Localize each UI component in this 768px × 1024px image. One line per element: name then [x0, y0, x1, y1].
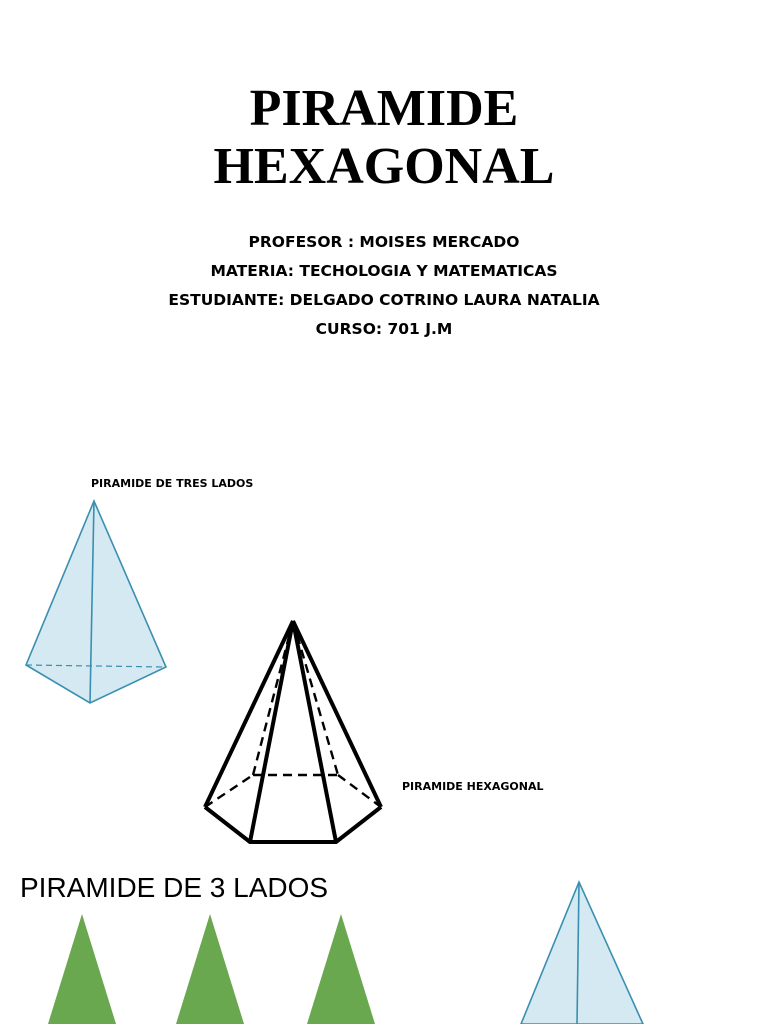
page-title: [0, 80, 768, 196]
materia-line: MATERIA: TECHOLOGIA Y MATEMATICAS: [210, 262, 558, 280]
hexagonal-pyramid-label: PIRAMIDE HEXAGONAL: [402, 780, 544, 793]
green-triangle-1: [46, 912, 118, 1024]
curso-line: CURSO: 701 J.M: [315, 320, 453, 338]
estudiante-line: ESTUDIANTE: DELGADO COTRINO LAURA NATALIA: [168, 291, 600, 309]
blue-pyramid-bottom-illustration: [515, 878, 650, 1024]
green-triangle-3: [305, 912, 377, 1024]
info-block: [0, 228, 768, 344]
profesor-line: PROFESOR : MOISES MERCADO: [248, 233, 520, 251]
three-sided-pyramid-label: PIRAMIDE DE TRES LADOS: [91, 477, 254, 490]
green-triangle-2: [174, 912, 246, 1024]
three-sided-pyramid-illustration: [20, 495, 175, 710]
section-heading: PIRAMIDE DE 3 LADOS: [20, 872, 329, 903]
title-line-2: HEXAGONAL: [213, 138, 555, 195]
hexagonal-pyramid-illustration: [198, 615, 388, 850]
title-line-1: PIRAMIDE: [249, 80, 519, 137]
